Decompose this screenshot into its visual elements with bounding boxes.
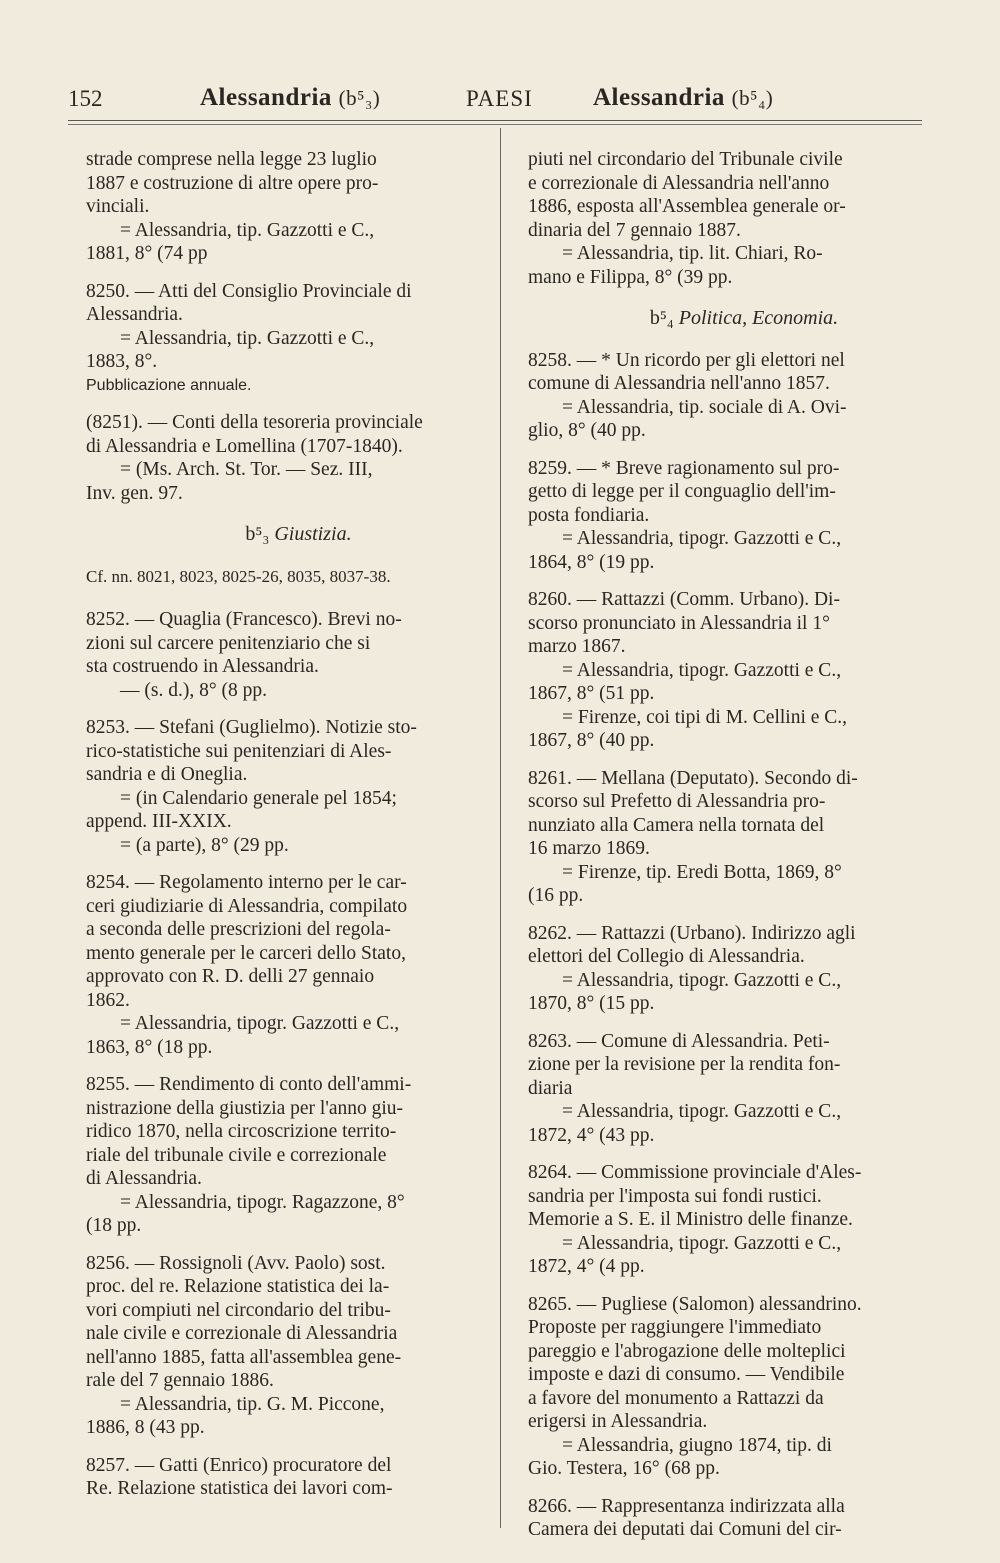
page-number: 152: [68, 86, 103, 111]
entry-line: 8256. — Rossignoli (Avv. Paolo) sost.: [86, 1252, 386, 1274]
entry-line: append. III-XXIX.: [86, 811, 232, 832]
entry-line: sta costruendo in Alessandria.: [86, 656, 319, 677]
entry-line: vori compiuti nel circondario del tribu-: [86, 1299, 391, 1321]
entry-line: pareggio e l'abrogazione delle molteplici: [528, 1340, 846, 1362]
entry-8255: [86, 1073, 511, 1238]
entry-line: 1867, 8° (40 pp.: [528, 730, 655, 751]
entry-line: approvato con R. D. delli 27 gennaio: [86, 966, 375, 987]
entry-imprint: = Alessandria, tipogr. Gazzotti e C.,: [562, 659, 842, 681]
entry-8260: [528, 588, 960, 753]
entry-line: a favore del monumento a Rattazzi da: [528, 1387, 824, 1409]
entry-line: posta fondiaria.: [528, 504, 650, 526]
header-center: PAESI: [466, 86, 533, 111]
entry-8253: [86, 716, 511, 857]
entry-line: diaria: [528, 1077, 573, 1099]
entry-line: 8264. — Commissione provinciale d'Ales-: [528, 1162, 862, 1183]
entry-line: 8259. — * Breve ragionamento sul pro-: [528, 457, 840, 479]
entry-imprint: = (Ms. Arch. St. Tor. — Sez. III,: [120, 459, 373, 480]
entry-line: sandria e di Oneglia.: [86, 764, 248, 785]
entry-imprint: = Firenze, tip. Eredi Botta, 1869, 8°: [562, 861, 842, 883]
entry-line: elettori del Collegio di Alessandria.: [528, 946, 805, 967]
entry-imprint: = Alessandria, tipogr. Gazzotti e C.,: [562, 1232, 842, 1254]
header-right-title: [593, 84, 773, 112]
entry-line: 1872, 4° (43 pp.: [528, 1124, 655, 1146]
entry-imprint: = Alessandria, tipogr. Gazzotti e C.,: [120, 1013, 400, 1034]
entry-line: 1863, 8° (18 pp.: [86, 1036, 213, 1058]
entry-line: 8252. — Quaglia (Francesco). Brevi no-: [86, 609, 402, 630]
entry-line: scorso sul Prefetto di Alessandria pro-: [528, 791, 826, 812]
entry-imprint: = Alessandria, tip. lit. Chiari, Ro-: [562, 243, 823, 264]
entry-line: vinciali.: [86, 196, 150, 217]
entry-line: zione per la revisione per la rendita fon-: [528, 1054, 841, 1075]
header-left-name: Alessandria: [200, 84, 332, 111]
entry-line: e correzionale di Alessandria nell'anno: [528, 172, 830, 194]
entry-line: imposte e dazi di consumo. — Vendibile: [528, 1364, 845, 1385]
entry-imprint: = Alessandria, tipogr. Gazzotti e C.,: [562, 528, 842, 549]
entry-line: 8250. — Atti del Consiglio Provinciale di: [86, 280, 412, 302]
entry-line: 1887 e costruzione di altre opere pro-: [86, 172, 379, 194]
left-column: [86, 148, 511, 1515]
entry-line: Memorie a S. E. il Ministro delle finanze.: [528, 1209, 853, 1230]
entry-line: piuti nel circondario del Tribunale civile: [528, 149, 843, 170]
section-heading-politica: [528, 307, 960, 331]
entry-line: comune di Alessandria nell'anno 1857.: [528, 373, 830, 394]
entry-8256: [86, 1252, 511, 1440]
entry-line: 8262. — Rattazzi (Urbano). Indirizzo agli: [528, 922, 856, 944]
entry-line: 8261. — Mellana (Deputato). Secondo di-: [528, 767, 858, 789]
entry-line: zioni sul carcere penitenziario che si: [86, 632, 371, 654]
entry-8263: [528, 1030, 960, 1148]
entry-line: 1867, 8° (51 pp.: [528, 683, 655, 704]
header-double-rule: [68, 124, 922, 125]
entry-line: glio, 8° (40 pp.: [528, 420, 646, 441]
entry-imprint: = Alessandria, tipogr. Gazzotti e C.,: [562, 969, 842, 991]
entry-line: 8254. — Regolamento interno per le car-: [86, 872, 407, 893]
entry-imprint: = (a parte), 8° (29 pp.: [120, 834, 289, 856]
entry-8266: [528, 1495, 960, 1542]
entry-line: di Alessandria e Lomellina (1707-1840).: [86, 435, 403, 457]
entry-imprint: = Alessandria, tipogr. Gazzotti e C.,: [562, 1101, 842, 1122]
entry-8251: [86, 411, 511, 505]
entry-note: Pubblicazione annuale.: [86, 376, 252, 394]
section-label: b⁵₄: [649, 307, 674, 329]
header-right-name: Alessandria: [593, 84, 725, 111]
entry-imprint: = Alessandria, tip. Gazzotti e C.,: [120, 327, 375, 349]
entry-line: ceri giudiziarie di Alessandria, compilato: [86, 895, 408, 917]
entry-line: strade comprese nella legge 23 luglio: [86, 149, 377, 170]
entry-line: nunziato alla Camera nella tornata del: [528, 814, 825, 836]
header-right-section: (b⁵₄): [731, 86, 774, 110]
entry-line: 8260. — Rattazzi (Comm. Urbano). Di-: [528, 589, 840, 610]
entry-8261: [528, 767, 960, 908]
entry-imprint: — (s. d.), 8° (8 pp.: [120, 679, 267, 701]
entry-imprint: = (in Calendario generale pel 1854;: [120, 787, 397, 809]
entry-line: 1872, 4° (4 pp.: [528, 1256, 645, 1277]
entry-8259: [528, 457, 960, 575]
entry-8265: [528, 1293, 960, 1481]
entry-line: Re. Relazione statistica dei lavori com-: [86, 1478, 393, 1499]
entry-8264: [528, 1161, 960, 1279]
entry-line: 8266. — Rappresentanza indirizzata alla: [528, 1495, 845, 1517]
entry-8252: [86, 608, 511, 702]
entry-8262: [528, 922, 960, 1016]
entry-line: ridico 1870, nella circoscrizione territo-: [86, 1121, 397, 1142]
entry-8258: [528, 349, 960, 443]
entry-line: scorso pronunciato in Alessandria il 1°: [528, 612, 830, 634]
header-left-section: (b⁵₃): [338, 86, 381, 110]
entry-line: rale del 7 gennaio 1886.: [86, 1370, 274, 1391]
entry-8250: [86, 280, 511, 398]
entry-line: 8258. — * Un ricordo per gli elettori nel: [528, 349, 845, 371]
entry-line: riale del tribunale civile e correzionale: [86, 1144, 387, 1166]
entry-line: 1862.: [86, 989, 130, 1011]
header-left-title: [200, 84, 380, 112]
entry-8254: [86, 871, 511, 1059]
entry-line: getto di legge per il conguaglio dell'im-: [528, 481, 836, 502]
entry-line: nale civile e correzionale di Alessandria: [86, 1323, 398, 1344]
entry-line: di Alessandria.: [86, 1168, 202, 1189]
entry-line: (8251). — Conti della tesoreria provinciale: [86, 412, 423, 433]
entry-imprint: = Firenze, coi tipi di M. Cellini e C.,: [562, 706, 848, 728]
entry-line: marzo 1867.: [528, 636, 626, 657]
entry-line: 16 marzo 1869.: [528, 838, 650, 859]
entry-line: 1864, 8° (19 pp.: [528, 551, 655, 573]
entry-imprint: = Alessandria, tip. G. M. Piccone,: [120, 1393, 385, 1415]
entry-line: nistrazione della giustizia per l'anno giu-: [86, 1097, 404, 1119]
entry-line: dinaria del 7 gennaio 1887.: [528, 219, 741, 241]
section-title: Giustizia.: [274, 523, 352, 545]
entry-line: 1883, 8°.: [86, 351, 158, 372]
entry-line: a seconda delle prescrizioni del regola-: [86, 919, 391, 940]
entry-line: mano e Filippa, 8° (39 pp.: [528, 266, 733, 288]
entry-line: 8263. — Comune di Alessandria. Peti-: [528, 1030, 830, 1052]
entry-continued: [528, 148, 960, 289]
entry-imprint: = Alessandria, tip. Gazzotti e C.,: [120, 219, 375, 241]
running-header: [68, 80, 922, 121]
entry-line: 8257. — Gatti (Enrico) procuratore del: [86, 1454, 392, 1476]
section-label: b⁵₃: [245, 523, 270, 545]
cross-reference: Cf. nn. 8021, 8023, 8025-26, 8035, 8037-38.: [86, 566, 391, 586]
entry-line: 1886, 8 (43 pp.: [86, 1417, 205, 1438]
entry-line: (18 pp.: [86, 1215, 142, 1236]
entry-line: 8255. — Rendimento di conto dell'ammi-: [86, 1074, 412, 1095]
entry-line: 1881, 8° (74 pp: [86, 243, 208, 264]
entry-line: 8253. — Stefani (Guglielmo). Notizie sto-: [86, 717, 417, 738]
entry-line: 8265. — Pugliese (Salomon) alessandrino.: [528, 1293, 862, 1315]
entry-line: erigersi in Alessandria.: [528, 1411, 708, 1432]
section-title: Politica, Economia.: [678, 307, 839, 329]
entry-line: Camera dei deputati dai Comuni del cir-: [528, 1519, 842, 1540]
entry-line: Alessandria.: [86, 304, 183, 325]
entry-imprint: = Alessandria, tipogr. Ragazzone, 8°: [120, 1191, 405, 1213]
entry-line: mento generale per le carceri dello Stato,: [86, 942, 406, 964]
entry-line: proc. del re. Relazione statistica dei la-: [86, 1276, 390, 1297]
entry-line: (16 pp.: [528, 885, 584, 906]
entry-continued: [86, 148, 511, 266]
entry-line: Gio. Testera, 16° (68 pp.: [528, 1458, 720, 1479]
entry-line: 1886, esposta all'Assemblea generale or-: [528, 196, 846, 217]
right-column: [528, 148, 960, 1556]
entry-8257: [86, 1454, 511, 1501]
entry-line: Inv. gen. 97.: [86, 482, 183, 504]
entry-line: nell'anno 1885, fatta all'assemblea gene-: [86, 1346, 402, 1368]
section-heading-giustizia: [86, 523, 511, 547]
entry-imprint: = Alessandria, tip. sociale di A. Ovi-: [562, 396, 847, 418]
entry-imprint: = Alessandria, giugno 1874, tip. di: [562, 1434, 832, 1456]
entry-line: 1870, 8° (15 pp.: [528, 993, 655, 1014]
entry-line: rico-statistiche sui penitenziari di Ales-: [86, 740, 392, 762]
entry-line: sandria per l'imposta sui fondi rustici.: [528, 1185, 822, 1207]
entry-line: Proposte per raggiungere l'immediato: [528, 1317, 822, 1338]
